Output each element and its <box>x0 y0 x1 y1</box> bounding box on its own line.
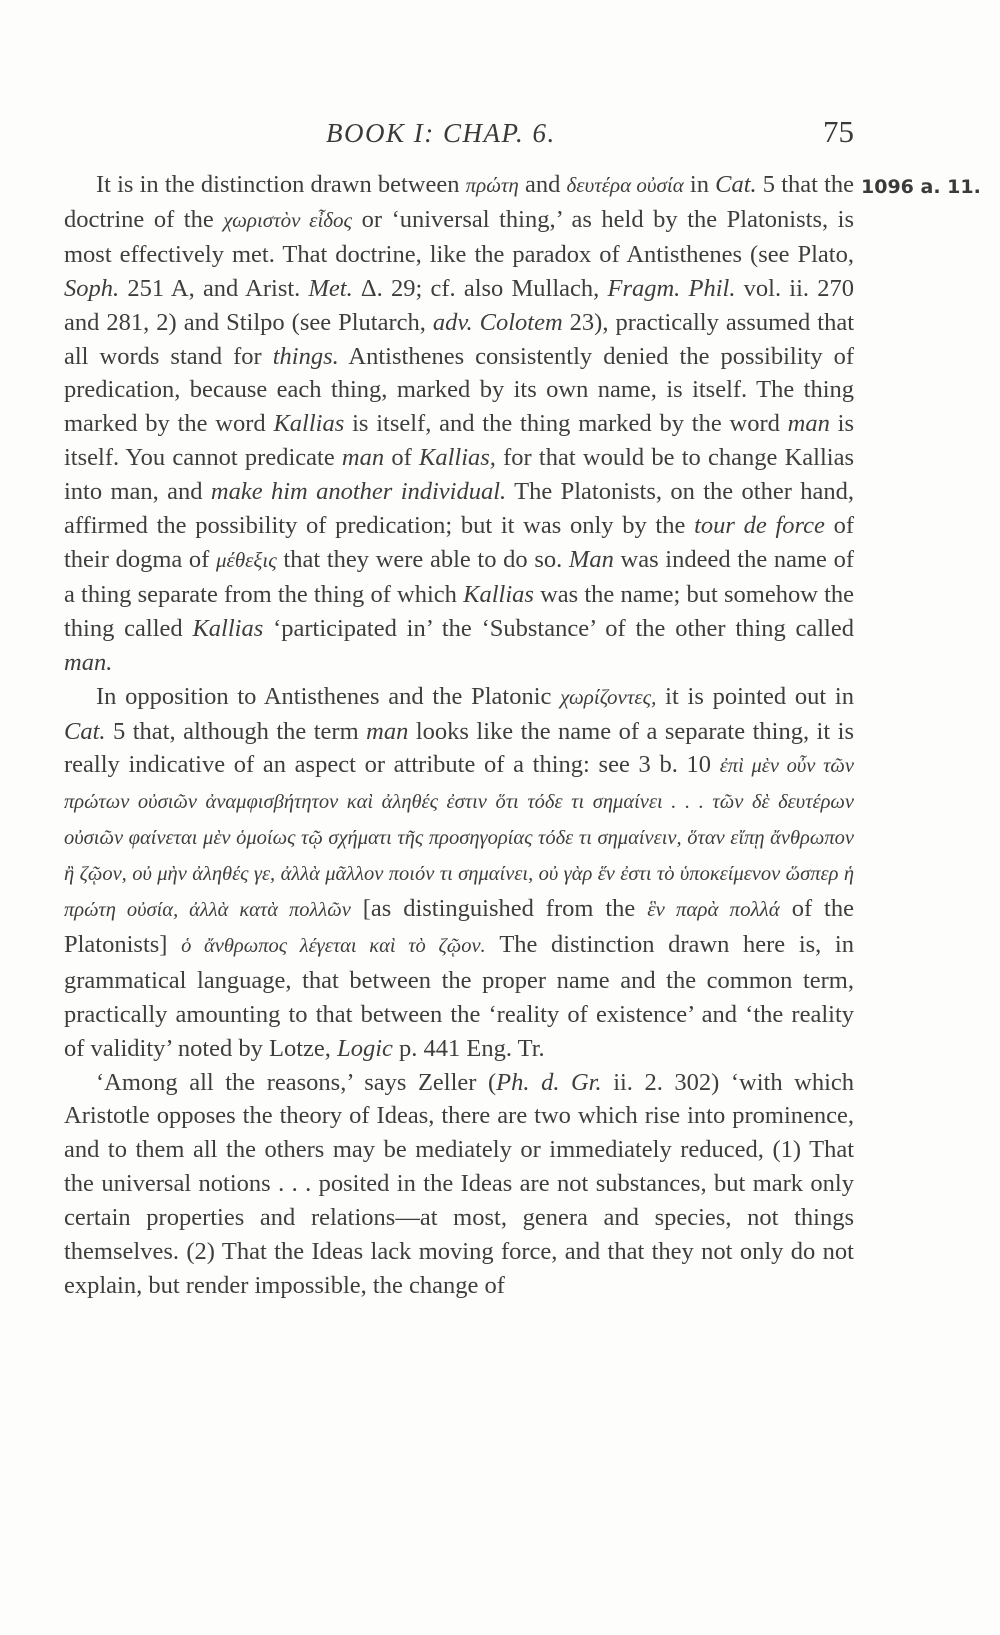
greek-term: χωρίζοντες, <box>560 684 657 709</box>
paragraph-2: In opposition to Antisthenes and the Platonic χωρίζοντες, it is pointed out in Cat. 5 that, although the term man looks like the name of a separate thing, it is really indicative of an aspect or attribute of a thing: see 3 b. 10 ἐπὶ μὲν οὖν τῶν πρώτων οὐσιῶν ἀναμφισβήτητον καὶ ἀληθές ἐστιν ὅτι τόδε τι σημαίνει . . . τῶν δὲ δευτέρων οὐσιῶν φαίνεται μὲν ὁμοίως τῷ σχήματι τῆς προσηγορίας τόδε τι σημαίνειν, ὅταν εἴπῃ ἄνθρωπον ἢ ζῷον, οὐ μὴν ἀληθές γε, ἀλλὰ μᾶλλον ποιόν τι σημαίνει, οὐ γὰρ ἕν ἐστι τὸ ὑποκείμενον ὥσπερ ἡ πρώτη οὐσία, ἀλλὰ κατὰ πολλῶν [as distinguished from the ἓν παρὰ πολλά of the Platonists] ὁ ἄνθρωπος λέγεται καὶ τὸ ζῷον. The distinction drawn here is, in grammatical language, that between the proper name and the common term, practically amounting to that between the ‘reality of existence’ and ‘the reality of validity’ noted by Lotze, Logic p. 441 Eng. Tr. <box>64 682 854 1062</box>
page-header <box>64 114 854 158</box>
italic-emphasis: make him another individual. <box>210 478 507 506</box>
margin-reference: 1096 a. 11. <box>861 176 981 198</box>
italic-reference: Fragm. Phil. <box>607 274 736 302</box>
italic-emphasis: Man <box>568 545 614 573</box>
italic-reference: Ph. d. Gr. <box>496 1068 602 1096</box>
italic-reference: Soph. <box>64 274 120 302</box>
italic-reference: Cat. <box>64 717 106 745</box>
greek-quotation: ὁ ἄνθρωπος λέγεται καὶ τὸ ζῷον. <box>181 934 486 957</box>
greek-term: δευτέρα οὐσία <box>566 173 684 197</box>
page-number: 75 <box>823 114 854 149</box>
body-text <box>64 168 854 1303</box>
italic-emphasis: Kallias <box>192 614 264 642</box>
paragraph-3: ‘Among all the reasons,’ says Zeller (Ph. d. Gr. ii. 2. 302) ‘with which Aristotle opposes the theory of Ideas, there are two which rise into prominence, and to them all the others may be mediately or immediately reduced, (1) That the universal notions . . . posited in the Ideas are not substances, but mark only certain properties and relations—at most, genera and species, not things themselves. (2) That the Ideas lack moving force, and that they not only do not explain, but render impossible, the change of <box>64 1068 855 1299</box>
greek-term: μέθεξις <box>216 547 277 572</box>
italic-emphasis: man <box>341 444 385 472</box>
greek-term: πρώτη <box>465 173 519 197</box>
italic-emphasis: Kallias, <box>418 444 496 472</box>
italic-emphasis: Kallias <box>273 410 345 438</box>
italic-reference: Cat. <box>715 171 757 198</box>
italic-emphasis: man. <box>64 648 113 676</box>
paragraph-1: It is in the distinction drawn between πρώτη and δευτέρα οὐσία in Cat. 5 that the doctrine of the χωριστὸν εἶδος or ‘universal thing,’ as held by the Platonists, is most effectively met. That doctrine, like the paradox of Antisthenes (see Plato, Soph. 251 A, and Arist. Met. Δ. 29; cf. also Mullach, Fragm. Phil. vol. ii. 270 and 281, 2) and Stilpo (see Plutarch, adv. Colotem 23), practically assumed that all words stand for things. Antisthenes consistently denied the possibility of predication, because each thing, marked by its own name, is itself. The thing marked by the word Kallias is itself, and the thing marked by the word man is itself. You cannot predicate man of Kallias, for that would be to change Kallias into man, and make him another individual. The Platonists, on the other hand, affirmed the possibility of predication; but it was only by the tour de force of their dogma of μέθεξις that they were able to do so. Man was indeed the name of a thing separate from the thing of which Kallias was the name; but somehow the thing called Kallias ‘participated in’ the ‘Substance’ of the other thing called man. <box>64 171 855 676</box>
italic-emphasis: tour de force <box>694 512 825 540</box>
italic-emphasis: things. <box>272 342 339 370</box>
italic-emphasis: Kallias <box>463 580 534 608</box>
italic-emphasis: man <box>787 410 830 438</box>
greek-term: ἓν παρὰ πολλά <box>647 897 780 922</box>
italic-reference: adv. Colotem <box>432 308 563 336</box>
running-head: BOOK I: CHAP. 6. <box>326 118 556 148</box>
italic-reference: Logic <box>337 1034 393 1062</box>
italic-reference: Met. <box>308 274 353 302</box>
greek-quotation: ἐπὶ μὲν οὖν τῶν πρώτων οὐσιῶν ἀναμφισβήτητον καὶ ἀληθές ἐστιν ὅτι τόδε τι σημαίνει . . . τῶν δὲ δευτέρων οὐσιῶν φαίνεται μὲν ὁμοίως τῷ σχήματι τῆς προσηγορίας τόδε τι σημαίνειν, ὅταν εἴπῃ ἄνθρωπον ἢ ζῷον, οὐ μὴν ἀληθές γε, ἀλλὰ μᾶλλον ποιόν τι σημαίνει, οὐ γὰρ ἕν ἐστι τὸ ὑποκείμενον ὥσπερ ἡ πρώτη οὐσία, ἀλλὰ κατὰ πολλῶν <box>64 755 854 922</box>
italic-emphasis: man <box>366 717 409 745</box>
greek-term: χωριστὸν εἶδος <box>223 207 353 232</box>
